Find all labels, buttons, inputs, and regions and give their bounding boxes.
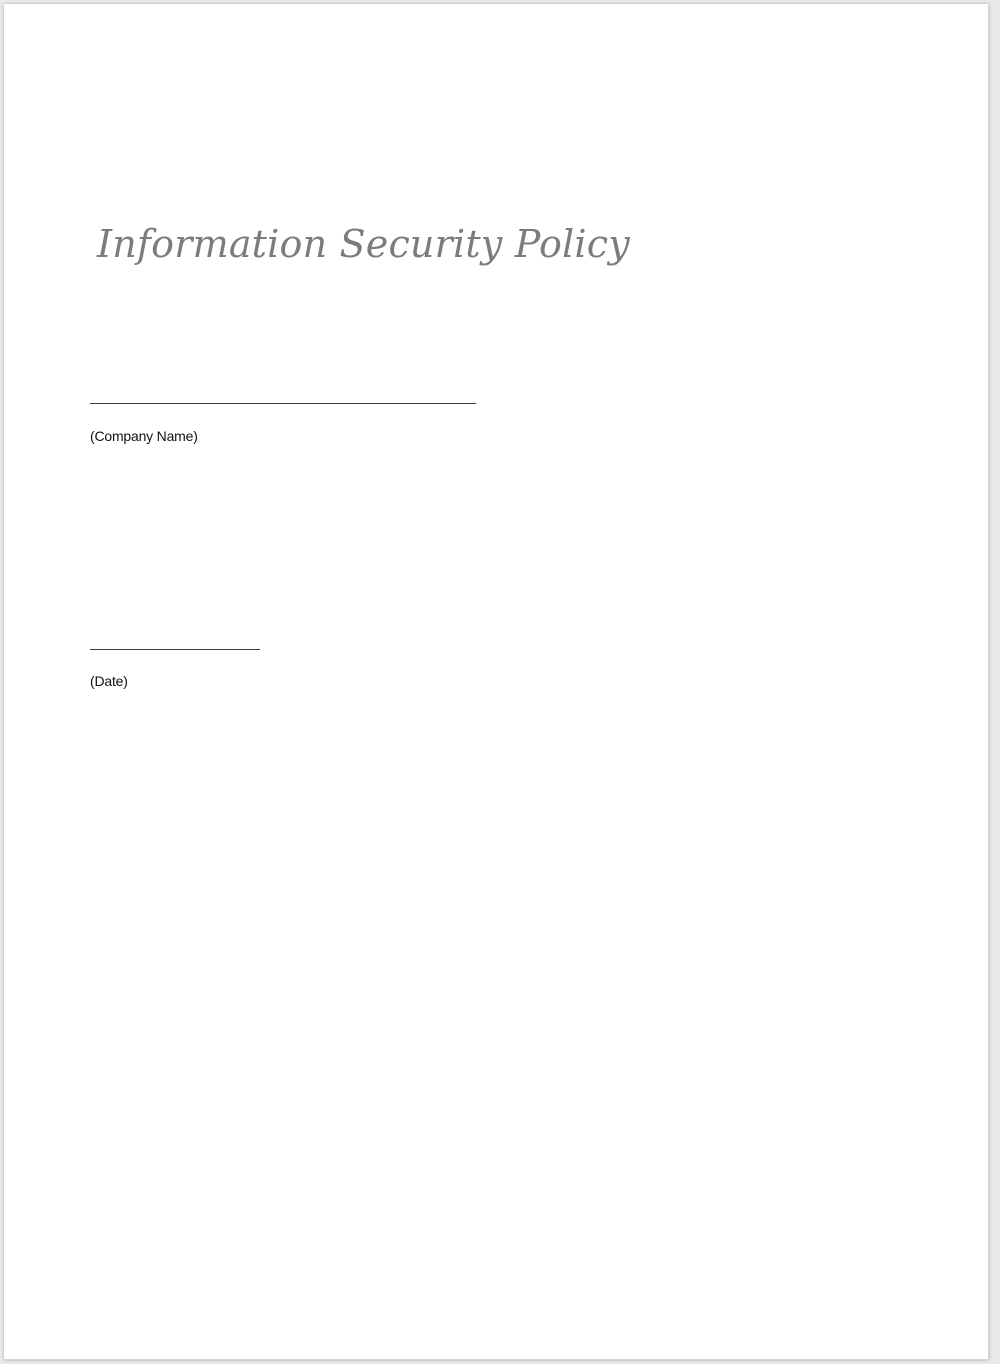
document-page (4, 4, 989, 1360)
date-blank-line (90, 649, 260, 650)
company-name-caption: (Company Name) (90, 428, 198, 444)
document-title: Information Security Policy (97, 222, 630, 266)
company-name-blank-line (90, 403, 476, 404)
date-caption: (Date) (90, 673, 128, 689)
